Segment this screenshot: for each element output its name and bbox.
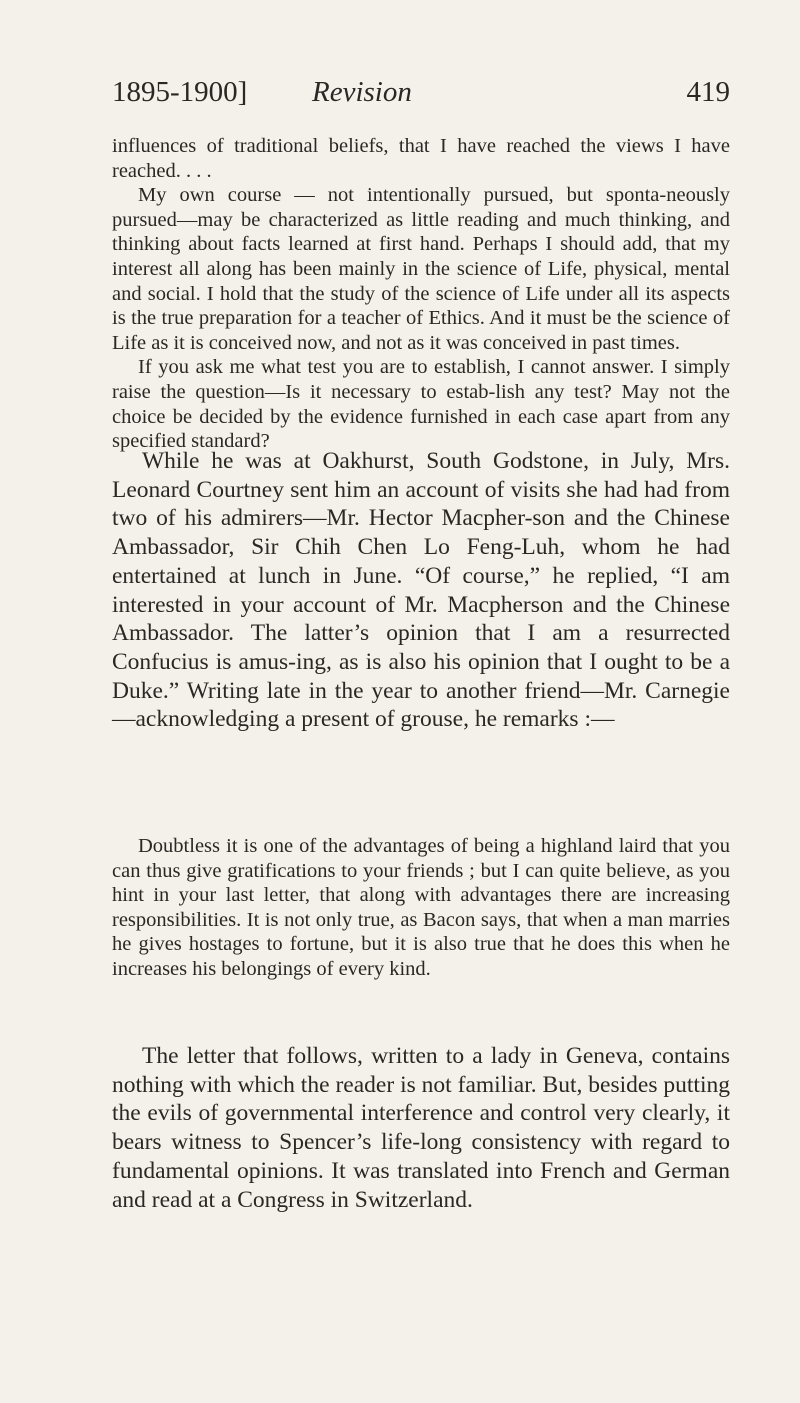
page-number: 419 [686,76,730,108]
running-head [112,72,730,112]
quote-paragraph-3: If you ask me what test you are to establish, I cannot answer. I simply raise the question—Is it necessary to estab-lish any test? May not the choice be decided by the evidence furnished in each case apart from any specified standard? [112,356,730,453]
quoted-letter-1 [112,134,730,454]
running-head-title: Revision [312,76,412,108]
quoted-letter-2 [112,834,730,982]
quote2-paragraph: Doubtless it is one of the advantages of being a highland laird that you can thus give gratifications to your friends ; but I can quite believe, as you hint in your last letter, that along with advantages there are increasing responsibilities. It is not only true, as Bacon says, that when a man marries he gives hostages to fortune, but it is also true that he does this when he increases his belongings of every kind. [112,835,730,980]
narrative-paragraph-2 [112,1042,730,1214]
running-head-years: 1895-1900] [112,76,248,108]
quote-paragraph-2: My own course — not intentionally pursued, but sponta-neously pursued—may be characterized as little reading and much thinking, and thinking about facts learned at first hand. Perhaps I should add, that my interest all along has been mainly in the science of Life, physical, mental and social. I hold that the study of the science of Life under all its aspects is the true preparation for a teacher of Ethics. And it must be the science of Life as it is conceived now, and not as it was conceived in past times. [112,184,730,354]
narrative-paragraph-1 [112,447,730,734]
narrative-text-2: The letter that follows, written to a lady in Geneva, contains nothing with which the reader is not familiar. But, besides putting the evils of governmental interference and control very clearly, it bears witness to Spencer’s life-long consistency with regard to fundamental opinions. It was translated into French and German and read at a Congress in Switzerland. [112,1043,730,1213]
narrative-text-1: While he was at Oakhurst, South Godstone, in July, Mrs. Leonard Courtney sent him an account of visits she had had from two of his admirers—Mr. Hector Macpher-son and the Chinese Ambassador, Sir Chih Chen Lo Feng-Luh, whom he had entertained at lunch in June. “Of course,” he replied, “I am interested in your account of Mr. Macpherson and the Chinese Ambassador. The latter’s opinion that I am a resurrected Confucius is amus-ing, as is also his opinion that I ought to be a Duke.” Writing late in the year to another friend—Mr. Carnegie—acknowledging a present of grouse, he remarks :— [112,448,730,733]
quote-paragraph-1: influences of traditional beliefs, that I have reached the views I have reached. . . . [112,135,730,182]
